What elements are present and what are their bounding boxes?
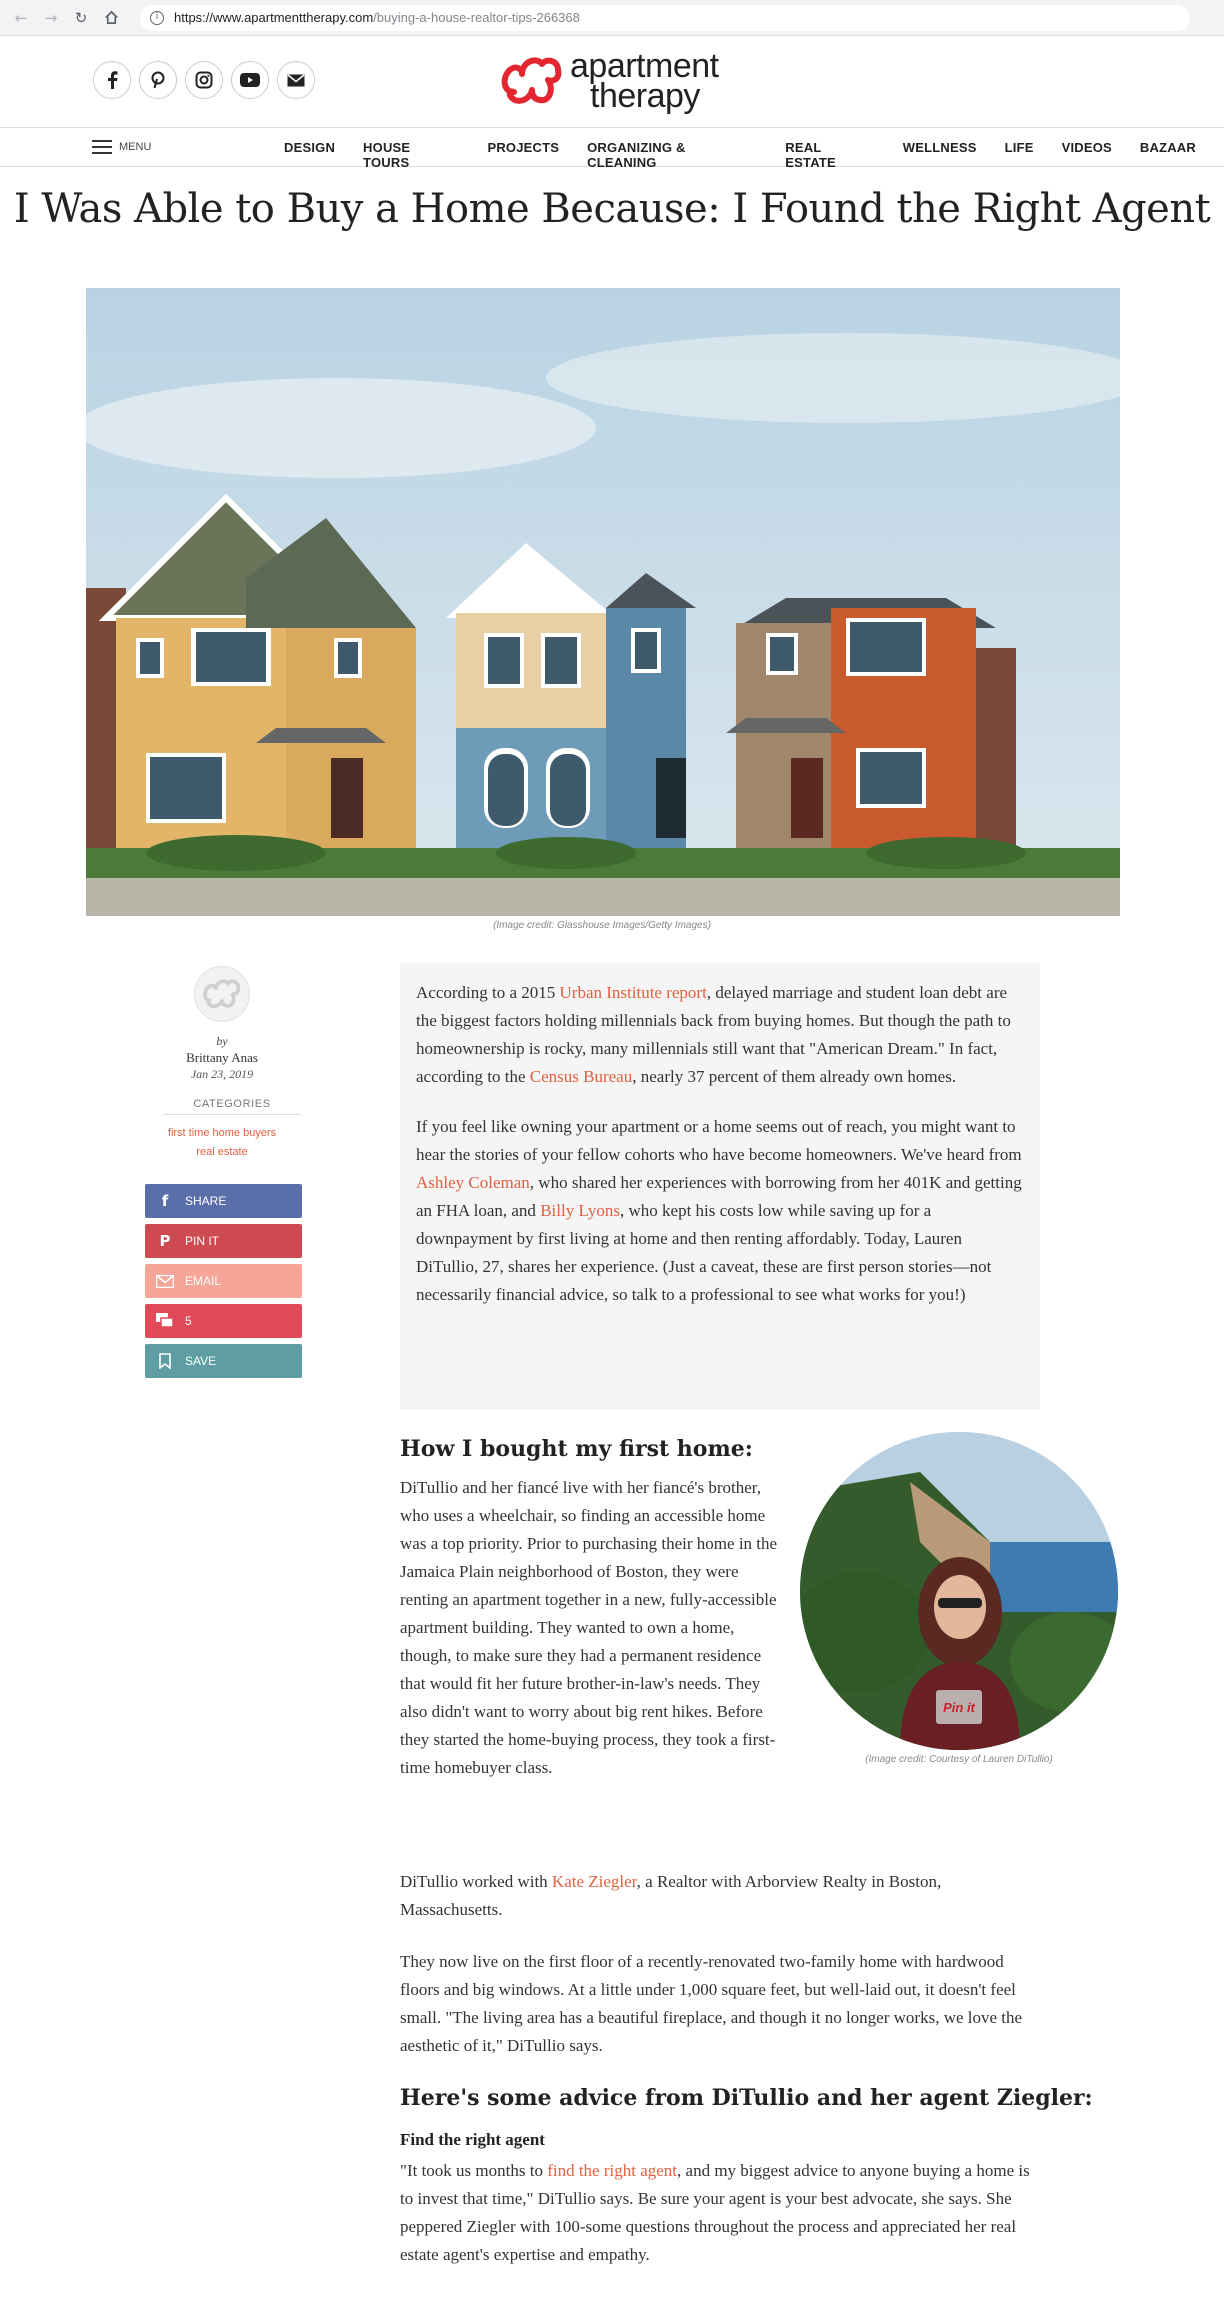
kate-ziegler-link[interactable]: Kate Ziegler: [551, 1872, 637, 1891]
hero-caption: (Image credit: Glasshouse Images/Getty Images): [493, 920, 711, 931]
nav-link-design[interactable]: DESIGN: [284, 140, 336, 155]
text-run: DiTullio worked with: [400, 1872, 552, 1891]
logo-mark-icon: [500, 52, 564, 110]
menu-button[interactable]: [92, 140, 151, 154]
nav-link-videos[interactable]: VIDEOS: [1061, 140, 1112, 155]
pin-it-overlay-button[interactable]: Pin it: [936, 1690, 982, 1724]
browser-toolbar: [0, 0, 1224, 36]
reload-icon[interactable]: ↻: [74, 8, 88, 27]
billy-lyons-link[interactable]: Billy Lyons: [540, 1201, 621, 1220]
pinterest-icon[interactable]: [139, 61, 177, 99]
category-link-first-time-home-buyers[interactable]: first time home buyers: [167, 1127, 277, 1139]
email-label: EMAIL: [185, 1274, 222, 1288]
text-run: , who kept his costs low while saving up for a downpayment by first living at home and then renting affordably. Today, Lauren DiTullio, 27, shares her experience. (Just a caveat, these are first person stories—not necessarily financial advice, so talk to a professional to see what works for you!): [416, 1201, 992, 1304]
email-button[interactable]: [145, 1264, 302, 1298]
text-run: DiTullio and her fiancé live with her fiancé's brother, who uses a wheelchair, so finding an accessible home was a top priority. Prior to purchasing their home in the Jamaica Plain neighborhood of Boston, they were renting an apartment together in a new, fully-accessible apartment building. They wanted to own a home, though, to make sure they had a permanent residence that would fit her future brother-in-law's needs. They also didn't want to worry about big rent hikes. Before they started the home-buying process, they took a first-time homebuyer class.: [400, 1478, 778, 1777]
nav-links: [284, 140, 1224, 170]
comments-count: 5: [185, 1314, 192, 1328]
subheading-find-agent: Find the right agent: [400, 2130, 545, 2149]
share-label: SHARE: [185, 1194, 227, 1208]
back-arrow-icon[interactable]: ←: [14, 8, 28, 27]
hamburger-icon: [92, 140, 112, 154]
save-button[interactable]: [145, 1344, 302, 1378]
mail-icon[interactable]: [277, 61, 315, 99]
logo-wordmark: [570, 47, 719, 115]
nav-link-bazaar[interactable]: BAZAAR: [1139, 140, 1196, 155]
url-host: https://www.apartmenttherapy.com: [174, 10, 374, 25]
logo-line-2: therapy: [590, 77, 700, 115]
find-agent-paragraph: [400, 2157, 1040, 2269]
article-title: I Was Able to Buy a Home Because: I Found the Right Agent: [13, 186, 1211, 232]
float-spacer: [778, 1474, 1040, 1774]
hero-image: [86, 288, 1120, 916]
pin-it-button[interactable]: [145, 1224, 302, 1258]
nav-link-wellness[interactable]: WELLNESS: [902, 140, 977, 155]
social-links: [93, 61, 315, 99]
save-label: SAVE: [185, 1354, 217, 1368]
text-run: , a Realtor with Arborview Realty in Boston, Massachusetts.: [400, 1872, 942, 1919]
intro-box: [400, 963, 1040, 1410]
pinterest-icon: P: [159, 1232, 171, 1250]
urban-institute-link[interactable]: Urban Institute report: [559, 983, 707, 1002]
facebook-icon: f: [161, 1192, 169, 1210]
first-home-paragraph: [400, 1474, 1040, 1782]
nav-link-projects[interactable]: PROJECTS: [487, 140, 560, 155]
text-run: , delayed marriage and student loan debt are the biggest factors holding millennials back from buying homes. But though the path to homeownership is rocky, many millennials still want that "American Dream." In fact, according to the: [416, 983, 1011, 1086]
live-paragraph: They now live on the first floor of a recently-renovated two-family home with hardwood floors and big windows. At a little under 1,000 square feet, but well-laid out, it doesn't feel small. "The living area has a beautiful fireplace, and though it no longer works, we love the aesthetic of it," DiTullio says.: [400, 1952, 1023, 2055]
facebook-icon[interactable]: [93, 61, 131, 99]
text-run: "It took us months to: [400, 2161, 548, 2180]
share-facebook-button[interactable]: [145, 1184, 302, 1218]
categories-heading: CATEGORIES: [163, 1098, 301, 1115]
address-bar[interactable]: [140, 5, 1190, 31]
agent-paragraph: [400, 1868, 1040, 1924]
text-run: , who shared her experiences with borrowing from her 401K and getting an FHA loan, and: [416, 1173, 1022, 1220]
instagram-icon[interactable]: [185, 61, 223, 99]
byline-prefix: by: [216, 1034, 228, 1048]
site-logo[interactable]: [500, 47, 719, 115]
census-bureau-link[interactable]: Census Bureau: [529, 1067, 633, 1086]
main-nav: [0, 129, 1224, 170]
nav-link-life[interactable]: LIFE: [1004, 140, 1034, 155]
portrait-caption: (Image credit: Courtesy of Lauren DiTullio): [865, 1754, 1053, 1765]
publish-date: Jan 23, 2019: [190, 1067, 254, 1081]
author-avatar[interactable]: [194, 966, 250, 1022]
nav-link-real-estate[interactable]: REAL ESTATE: [785, 140, 836, 170]
nav-link-organizing[interactable]: ORGANIZING & CLEANING: [587, 140, 686, 170]
logo-line-1: apartment: [570, 47, 719, 85]
author-name[interactable]: Brittany Anas: [186, 1050, 258, 1065]
forward-arrow-icon[interactable]: →: [44, 8, 58, 27]
pin-label: PIN IT: [185, 1234, 220, 1248]
site-header: [0, 36, 1224, 128]
text-run: According to a 2015: [416, 983, 560, 1002]
youtube-icon[interactable]: [231, 61, 269, 99]
find-the-right-agent-link[interactable]: find the right agent: [547, 2161, 678, 2180]
text-run: If you feel like owning your apartment or a home seems out of reach, you might want to hear the stories of your fellow cohorts who have become homeowners. We've heard from: [416, 1117, 1022, 1164]
text-run: , and my biggest advice to anyone buying a home is to invest that time," DiTullio says. Be sure your agent is your best advocate, she says. She peppered Ziegler with 100-some questions throughout the process and appreciated her real estate agent's expertise and empathy.: [400, 2161, 1030, 2264]
section-heading-first-home: How I bought my first home:: [400, 1436, 753, 1462]
intro-paragraph-1: [416, 979, 1024, 1091]
comments-button[interactable]: [145, 1304, 302, 1338]
section-heading-advice: Here's some advice from DiTullio and her agent Ziegler:: [400, 2085, 1093, 2111]
menu-label: MENU: [119, 141, 152, 153]
category-link-real-estate[interactable]: real estate: [196, 1146, 248, 1158]
site-info-icon[interactable]: i: [150, 11, 164, 25]
nav-link-house-tours[interactable]: HOUSE TOURS: [363, 140, 411, 170]
intro-paragraph-2: [416, 1113, 1024, 1309]
bookmark-icon: [145, 1353, 185, 1369]
home-icon[interactable]: [98, 5, 124, 31]
comments-icon: [145, 1313, 185, 1329]
text-run: , nearly 37 percent of them already own homes.: [632, 1067, 957, 1086]
url-path: /buying-a-house-realtor-tips-266368: [373, 10, 580, 25]
envelope-icon: [145, 1275, 185, 1288]
ashley-coleman-link[interactable]: Ashley Coleman: [416, 1173, 530, 1192]
